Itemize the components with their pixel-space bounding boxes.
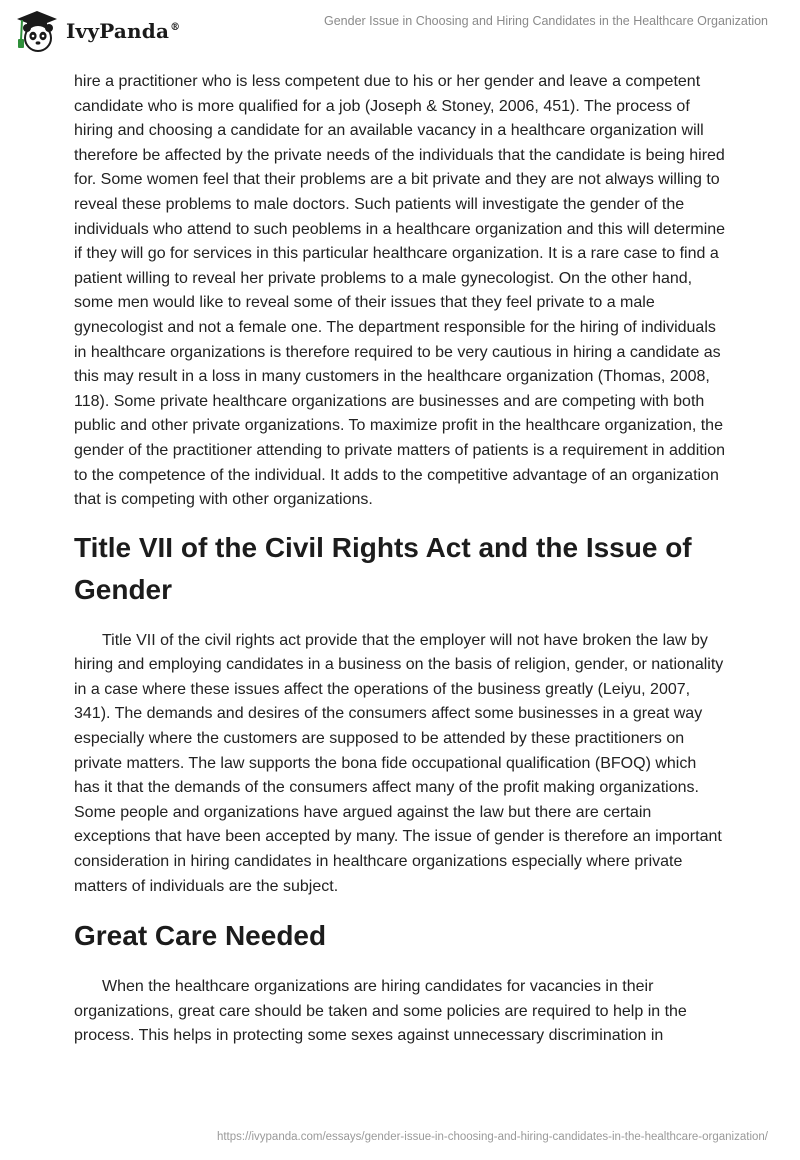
essay-content [74, 70, 726, 1049]
brand-logo[interactable] [14, 8, 180, 54]
panda-graduate-logo-icon [14, 8, 60, 54]
section-heading-title-vii: Title VII of the Civil Rights Act and the Issue of Gender [74, 531, 692, 605]
document-title: Gender Issue in Choosing and Hiring Candidates in the Healthcare Organization [323, 14, 768, 28]
page-header [0, 0, 800, 60]
section-heading-great-care: Great Care Needed [74, 920, 327, 952]
source-url[interactable]: https://ivypanda.com/essays/gender-issue-in-choosing-and-hiring-candidates-in-the-healthcare-organization/ [216, 1131, 768, 1143]
paragraph-title-vii: Title VII of the civil rights act provide that the employer will not have broken the law by hiring and employing candidates in a business on the basis of religion, gender, or nationality in a case where these issues affect the operations of the business greatly (Leiyu, 2007, 341). The demands and desires of the consumers affect some businesses in a great way especially where the customers are supposed to be attended by these practitioners on private matters. The law supports the bona fide occupational qualification (BFOQ) which has it that the demands of the consumers affect many of the profit making organizations. Some people and organizations have argued against the law but there are certain exceptions that have been accepted by many. The issue of gender is therefore an important consideration in hiring candidates in healthcare organizations especially where private matters of individuals are the subject. [74, 631, 724, 895]
brand-name: IvyPanda® [66, 19, 181, 43]
paragraph-great-care: When the healthcare organizations are hiring candidates for vacancies in their organizations, great care should be taken and some policies are required to help in the process. This helps in protecting some sexes against unnecessary discrimination in [74, 978, 687, 1045]
paragraph-continuation: hire a practitioner who is less competent due to his or her gender and leave a competent candidate who is more qualified for a job (Joseph & Stoney, 2006, 451). The process of hiring and choosing a candidate for an available vacancy in a healthcare organization will therefore be affected by the private needs of the individuals that the candidate is being hired for. Some women feel that their problems are a bit private and they are not always willing to reveal these problems to male doctors. Such patients will investigate the gender of the individuals who attend to such peoblems in a healthcare organization and this will determine if they will go for services in this particular healthcare organization. It is a rare case to find a patient willing to reveal her private problems to a male gynecologist. On the other hand, some men would like to reveal some of their issues that they feel private to a male gynecologist and not a female one. The department responsible for the hiring of individuals in healthcare organizations is therefore required to be very cautious in hiring a candidate as this may result in a loss in many customers in the healthcare organization (Thomas, 2008, 118). Some private healthcare organizations are businesses and are competing with both public and other private organizations. To maximize profit in the healthcare organization, the gender of the practitioner attending to private matters of patients is a requirement in addition to the competence of the individual. It adds to the competitive advantage of an organization that is competing with other organizations. [74, 73, 726, 509]
